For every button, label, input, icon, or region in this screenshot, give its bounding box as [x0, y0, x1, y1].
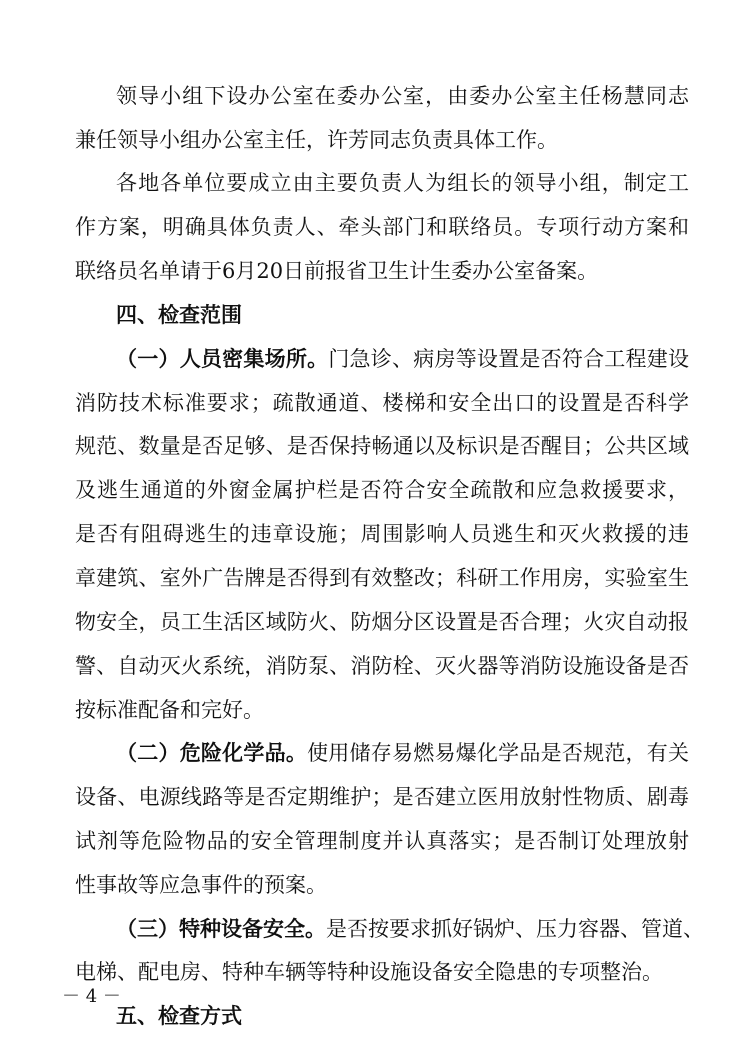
paragraph-1-line-2: 兼任领导小组办公室主任，许芳同志负责具体工作。 — [75, 128, 558, 152]
paragraph-3-line-1 — [116, 339, 689, 379]
subheading-1: （一）人员密集场所。 — [116, 346, 329, 371]
subheading-3: （三）特种设备安全。 — [116, 916, 326, 941]
paragraph-4-line-1 — [116, 733, 689, 773]
paragraph-5-line-2: 电梯、配电房、特种车辆等特种设施设备安全隐患的专项整治。 — [75, 960, 663, 984]
paragraph-3-line-7: 物安全，员工生活区域防火、防烟分区设置是否合理；火灾自动报 — [75, 610, 689, 634]
paragraph-3-line-3: 规范、数量是否足够、是否保持畅通以及标识是否醒目；公共区域 — [75, 434, 689, 458]
subheading-2: （二）危险化学品。 — [116, 740, 308, 765]
paragraph-3-line-8: 警、自动灭火系统，消防泵、消防栓、灭火器等消防设施设备是否 — [75, 654, 689, 678]
section-heading-4: 四、检查范围 — [116, 303, 242, 327]
paragraph-4-line-2: 设备、电源线路等是否定期维护；是否建立医用放射性物质、剧毒 — [75, 785, 689, 809]
paragraph-3-line-6: 章建筑、室外广告牌是否得到有效整改；科研工作用房，实验室生 — [75, 566, 689, 590]
paragraph-5-line-1-text: 是否按要求抓好锅炉、压力容器、管道、 — [326, 917, 704, 941]
paragraph-3-line-4: 及逃生通道的外窗金属护栏是否符合安全疏散和应急救援要求， — [75, 478, 689, 502]
paragraph-3-line-2: 消防技术标准要求；疏散通道、楼梯和安全出口的设置是否科学 — [75, 391, 689, 415]
paragraph-1-line-1: 领导小组下设办公室在委办公室，由委办公室主任杨慧同志 — [116, 84, 689, 108]
paragraph-2-line-3: 联络员名单请于6月20日前报省卫生计生委办公室备案。 — [75, 259, 599, 283]
paragraph-2-line-2: 作方案，明确具体负责人、牵头部门和联络员。专项行动方案和 — [75, 215, 689, 239]
paragraph-3-line-5: 是否有阻碍逃生的违章设施；周围影响人员逃生和灭火救援的违 — [75, 522, 689, 546]
paragraph-3-line-9: 按标准配备和完好。 — [75, 698, 264, 722]
section-heading-5: 五、检查方式 — [116, 1004, 242, 1028]
paragraph-4-line-4: 性事故等应急事件的预案。 — [75, 873, 327, 897]
paragraph-3-line-1-text: 门急诊、病房等设置是否符合工程建设 — [328, 347, 690, 371]
paragraph-4-line-1-text: 使用储存易燃易爆化学品是否规范，有关 — [307, 741, 689, 765]
paragraph-5-line-1 — [116, 909, 704, 949]
paragraph-2-line-1: 各地各单位要成立由主要负责人为组长的领导小组，制定工 — [116, 171, 689, 195]
page-number: － 4 － — [62, 986, 121, 1007]
paragraph-4-line-3: 试剂等危险物品的安全管理制度并认真落实；是否制订处理放射 — [75, 829, 689, 853]
